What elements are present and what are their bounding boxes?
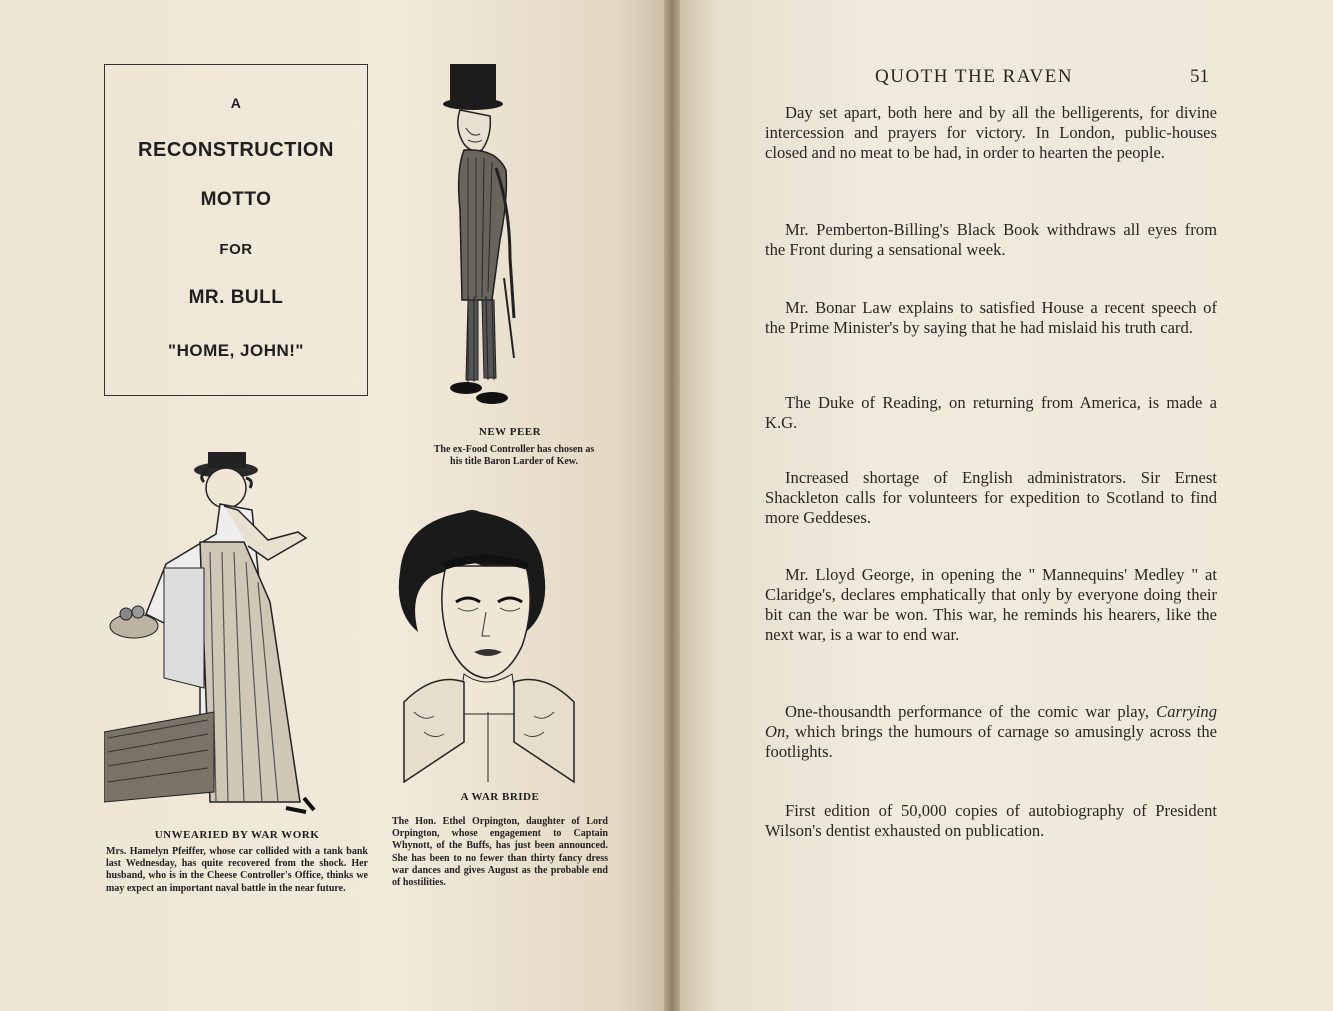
entry-wilson-dentist: First edition of 50,000 copies of autobiography of President Wilson's dentist exhausted on publication. <box>765 801 1217 840</box>
war-bride-illustration <box>394 502 604 787</box>
running-head: QUOTH THE RAVEN <box>875 66 1074 87</box>
book-gutter <box>664 0 680 1011</box>
entry-duke-of-reading: The Duke of Reading, on returning from America, is made a K.G. <box>765 393 1217 432</box>
war-work-title: UNWEARIED BY WAR WORK <box>154 829 320 841</box>
entry-carrying-on <box>765 702 1217 762</box>
motto-line-home-john: "HOME, JOHN!" <box>168 341 304 360</box>
new-peer-illustration <box>438 58 558 423</box>
war-work-illustration <box>104 442 364 822</box>
motto-line-motto: MOTTO <box>200 189 272 210</box>
war-work-caption: Mrs. Hamelyn Pfeiffer, whose car collided with a tank bank last Wednesday, has quite recovered from the shock. Her husband, who is in the Cheese Controller's Office, thinks we may expect an important naval battle in the near future. <box>106 846 368 894</box>
page-number: 51 <box>1190 66 1209 87</box>
entry-carrying-on-after: which brings the humours of carnage so amusingly across the footlights. <box>765 722 1217 761</box>
entry-carrying-on-title: Carrying On, <box>765 702 1217 741</box>
entry-shackleton: Increased shortage of English administrators. Sir Ernest Shackleton calls for volunteers for expedition to Scotland to find more Geddeses. <box>765 468 1217 527</box>
war-bride-title: A WAR BRIDE <box>460 791 540 803</box>
motto-line-a: A <box>230 95 242 111</box>
entry-lloyd-george: Mr. Lloyd George, in opening the " Mannequins' Medley " at Claridge's, declares emphatically that only by everyone doing their bit can the war be won. This war, he reminds his hearers, like the next war, is a war to end war. <box>765 565 1217 644</box>
entry-carrying-on-before: One-thousandth performance of the comic war play, <box>785 702 1157 721</box>
new-peer-caption: The ex-Food Controller has chosen as his title Baron Larder of Kew. <box>433 444 595 468</box>
new-peer-title: NEW PEER <box>478 426 542 438</box>
entry-intercession: Day set apart, both here and by all the belligerents, for divine intercession and prayers for victory. In London, public-houses closed and no meat to be had, in order to hearten the people. <box>765 103 1217 162</box>
war-bride-caption: The Hon. Ethel Orpington, daughter of Lord Orpington, whose engagement to Captain Whynott, of the Buffs, has just been announced. She has been to no fewer than thirty fancy dress war dances and gives August as the probable end of hostilities. <box>392 816 608 889</box>
motto-box <box>104 64 368 396</box>
motto-line-for: FOR <box>219 241 253 258</box>
motto-line-reconstruction: RECONSTRUCTION <box>138 139 334 161</box>
entry-black-book: Mr. Pemberton-Billing's Black Book withdraws all eyes from the Front during a sensational week. <box>765 220 1217 259</box>
motto-line-mr-bull: MR. BULL <box>188 287 284 308</box>
entry-bonar-law: Mr. Bonar Law explains to satisfied House a recent speech of the Prime Minister's by saying that he had mislaid his truth card. <box>765 298 1217 337</box>
